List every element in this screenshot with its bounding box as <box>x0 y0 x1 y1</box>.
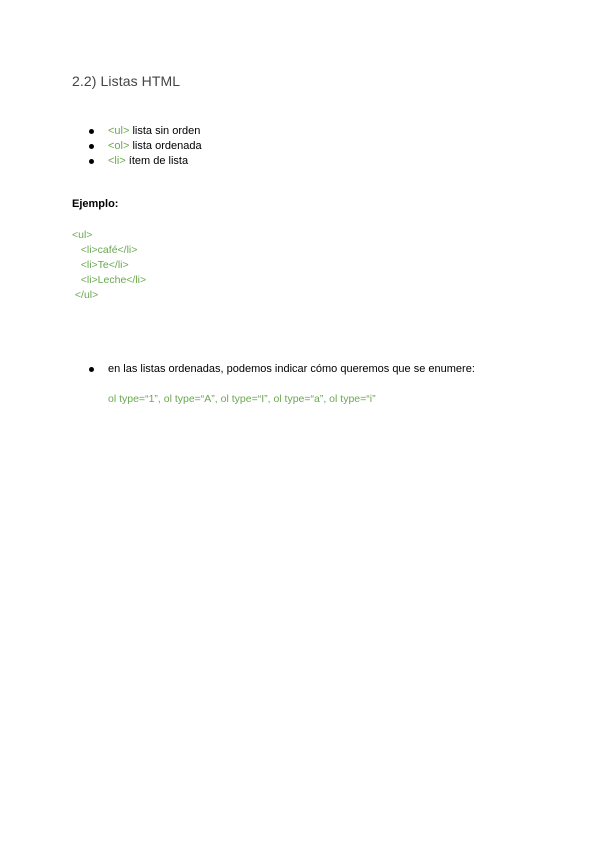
tag-code: <ol> <box>108 140 130 152</box>
code-line: <li>Leche</li> <box>72 274 147 286</box>
list-item <box>72 154 202 169</box>
code-line: </ul> <box>72 289 99 301</box>
list-item <box>72 124 202 139</box>
tag-code: <li> <box>108 155 126 167</box>
example-label: Ejemplo: <box>72 198 119 210</box>
list-item <box>72 362 532 377</box>
tag-description: lista sin orden <box>129 125 201 137</box>
bullet-dot-icon <box>89 367 94 372</box>
code-line: <li>café</li> <box>72 244 138 256</box>
note-text: en las listas ordenadas, podemos indicar cómo queremos que se enumere: <box>108 363 475 375</box>
list-item <box>72 139 202 154</box>
bullet-dot-icon <box>89 129 94 134</box>
code-line: <li>Te</li> <box>72 259 129 271</box>
code-example <box>72 228 146 303</box>
code-line: <ul> <box>72 229 93 241</box>
tag-list <box>72 124 202 169</box>
bullet-dot-icon <box>89 144 94 149</box>
tag-code: <ul> <box>108 125 130 137</box>
bullet-dot-icon <box>89 159 94 164</box>
section-title: 2.2) Listas HTML <box>72 73 181 89</box>
ordered-list-note <box>72 362 532 407</box>
tag-description: ítem de lista <box>125 155 189 167</box>
ol-type-examples: ol type=“1”, ol type=“A”, ol type=“I”, ol type=“a”, ol type=“i” <box>108 393 376 405</box>
tag-description: lista ordenada <box>129 140 202 152</box>
